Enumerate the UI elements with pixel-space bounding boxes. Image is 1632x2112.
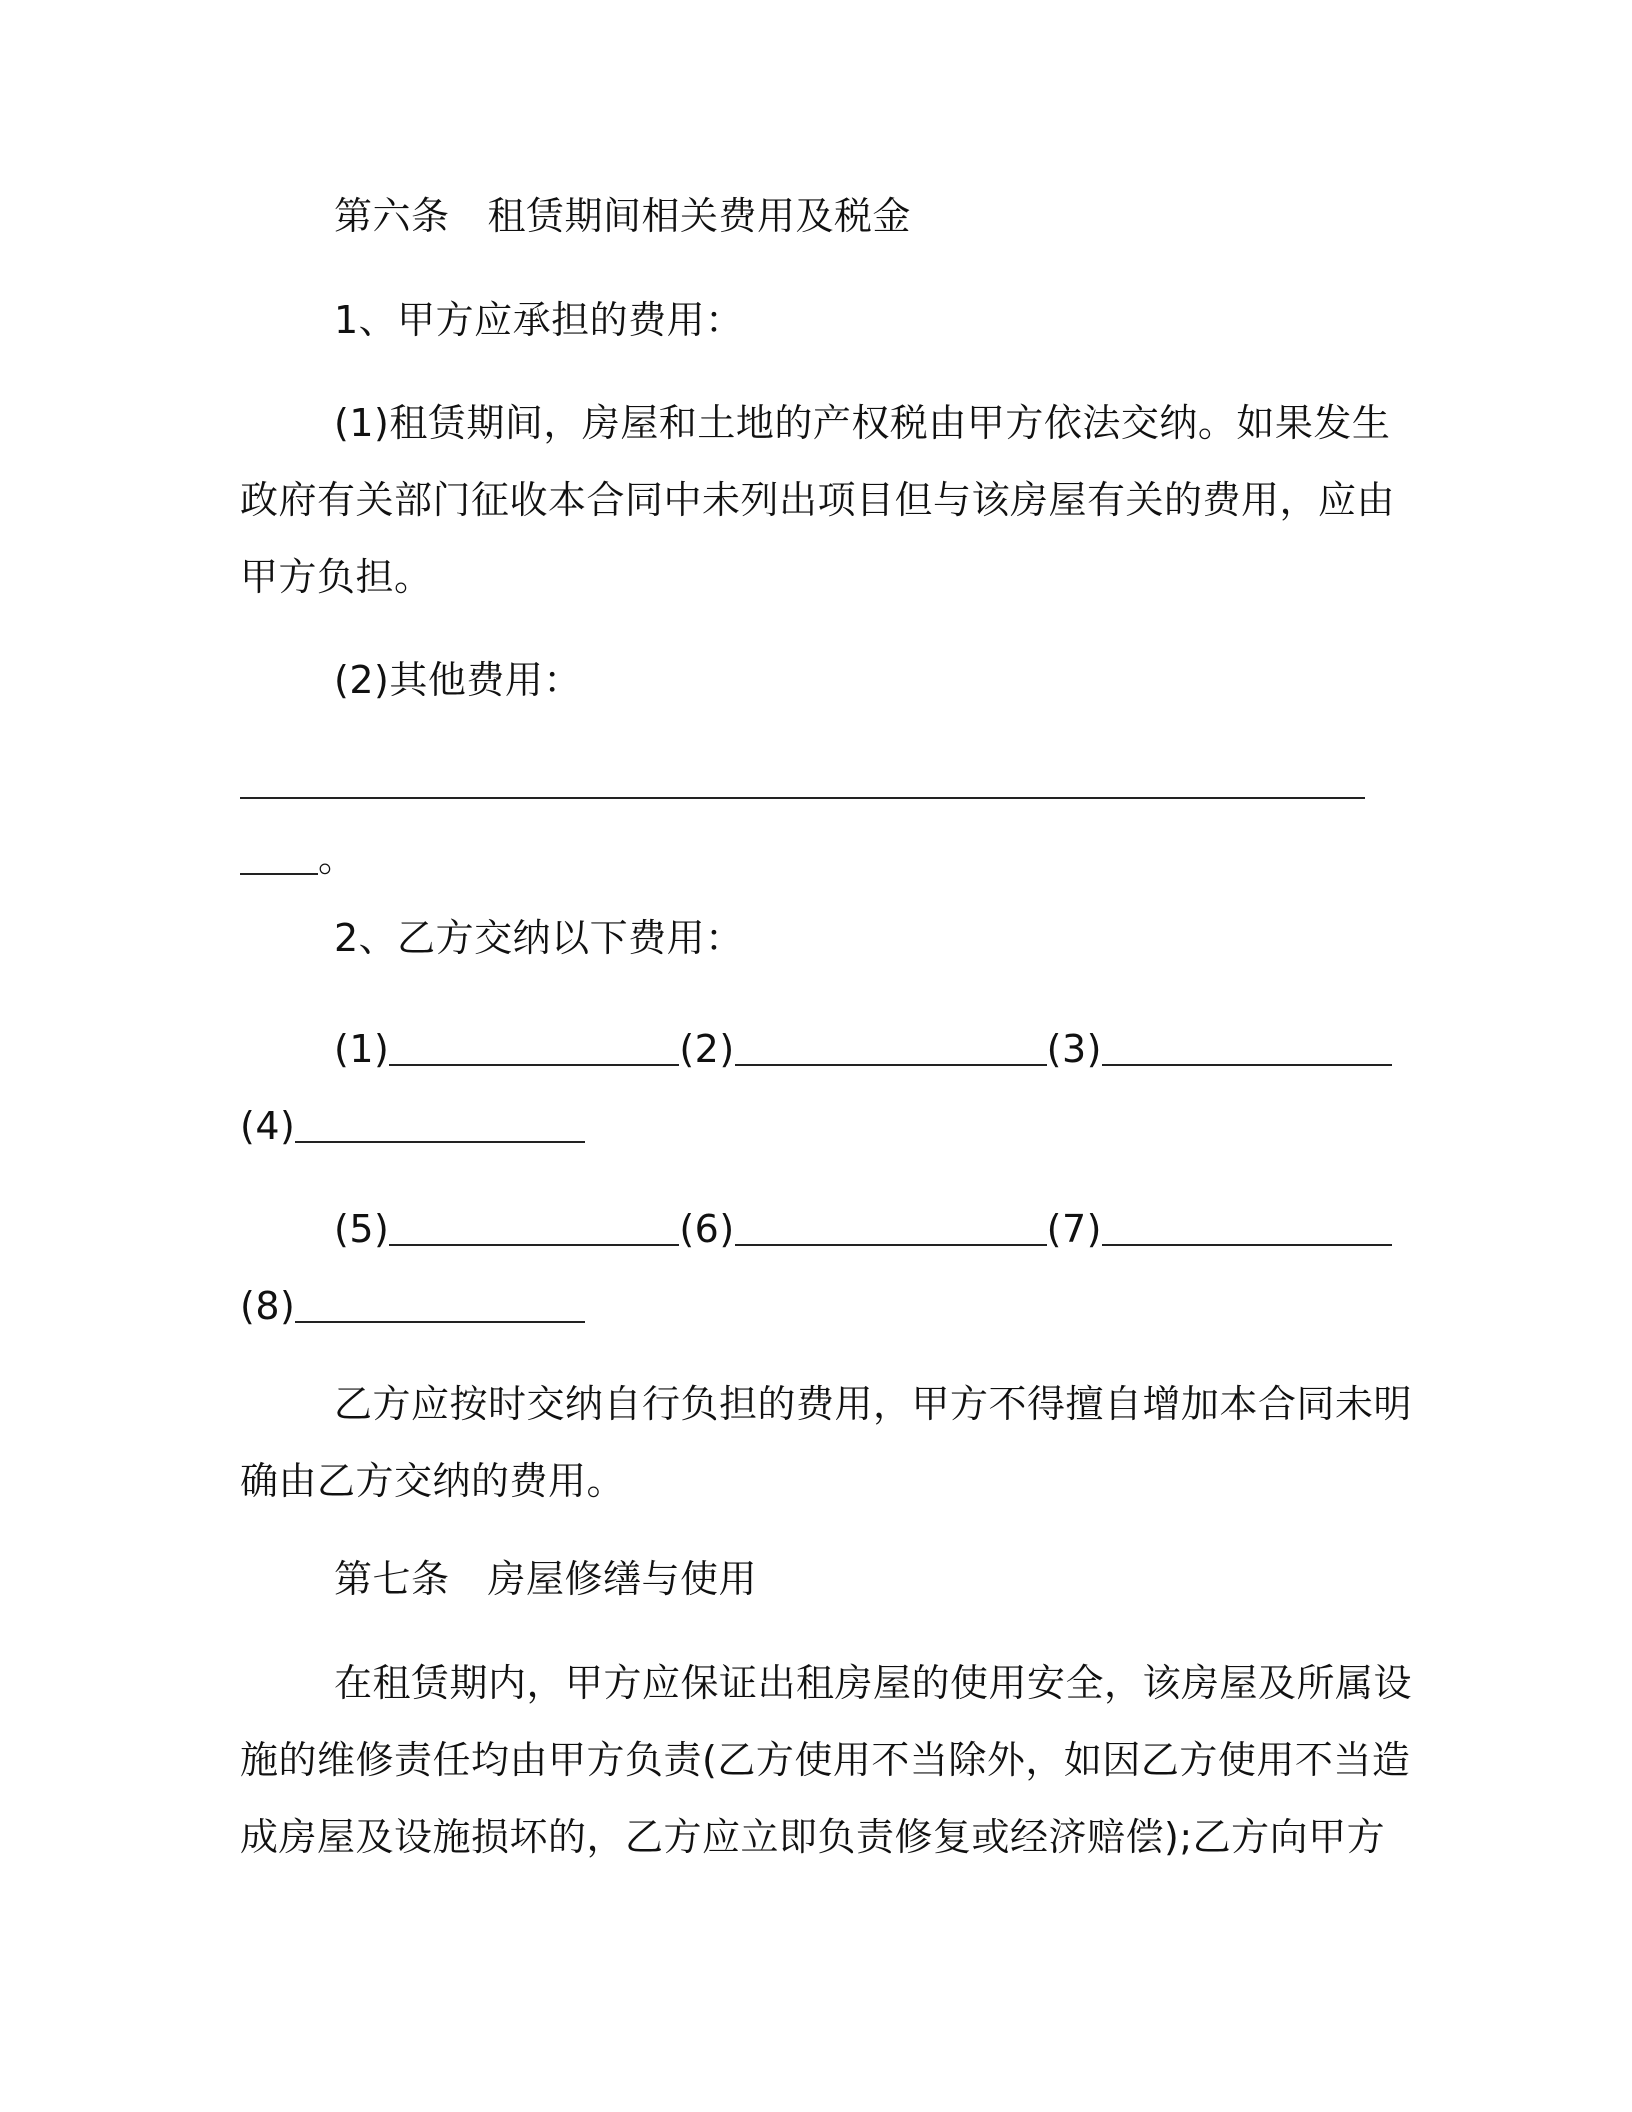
fee-blank-6 <box>735 1210 1047 1246</box>
fee-label-8: (8) <box>240 1284 296 1328</box>
fee-blank-5 <box>389 1210 679 1246</box>
fee-blank-3 <box>1102 1030 1392 1066</box>
period-mark: 。 <box>318 836 357 880</box>
paragraph-1-line-3: 甲方负担。 <box>240 555 433 599</box>
fee-label-3: (3) <box>1046 1027 1102 1071</box>
fee-label-1: (1) <box>334 1027 390 1071</box>
fees-row-1 <box>334 1023 1410 1075</box>
paragraph-1-line-2: 政府有关部门征收本合同中未列出项目但与该房屋有关的费用，应由 <box>240 478 1396 522</box>
paragraph-1-line-1: (1)租赁期间，房屋和土地的产权税由甲方依法交纳。如果发生 <box>334 401 1391 445</box>
fees-row-4 <box>240 1280 1410 1332</box>
article-6-heading <box>334 190 1410 242</box>
article-7-heading <box>334 1553 1410 1605</box>
fee-label-5: (5) <box>334 1207 390 1251</box>
article-7-number: 第七条 <box>334 1557 450 1601</box>
fill-in-blank <box>240 839 318 875</box>
fee-blank-2 <box>735 1030 1047 1066</box>
paragraph-3-line-2: 确由乙方交纳的费用。 <box>240 1459 626 1503</box>
other-fees-blank-line-2 <box>240 832 1410 884</box>
article-7-title: 房屋修缮与使用 <box>487 1557 758 1601</box>
fees-row-3 <box>334 1203 1410 1255</box>
paragraph-3-line-1: 乙方应按时交纳自行负担的费用，甲方不得擅自增加本合同未明 <box>334 1382 1413 1426</box>
article-7-paragraph-line-3: 成房屋及设施损坏的，乙方应立即负责修复或经济赔偿);乙方向甲方 <box>240 1815 1386 1859</box>
paragraph-2-other-fees: (2)其他费用： <box>334 658 582 702</box>
item-2-heading: 2、乙方交纳以下费用： <box>334 916 744 960</box>
fee-blank-4 <box>295 1107 585 1143</box>
fees-row-2 <box>240 1100 1410 1152</box>
fee-label-7: (7) <box>1046 1207 1102 1251</box>
article-6-number: 第六条 <box>334 194 450 238</box>
fee-label-4: (4) <box>240 1104 296 1148</box>
fee-label-6: (6) <box>679 1207 735 1251</box>
other-fees-blank-line-1 <box>240 756 1410 808</box>
fee-blank-8 <box>295 1287 585 1323</box>
item-1-heading: 1、甲方应承担的费用： <box>334 298 744 342</box>
article-6-title: 租赁期间相关费用及税金 <box>487 194 912 238</box>
fee-blank-7 <box>1102 1210 1392 1246</box>
article-7-paragraph-line-2: 施的维修责任均由甲方负责(乙方使用不当除外，如因乙方使用不当造 <box>240 1738 1411 1782</box>
fee-label-2: (2) <box>679 1027 735 1071</box>
fill-in-blank <box>240 763 1365 799</box>
fee-blank-1 <box>389 1030 679 1066</box>
article-7-paragraph-line-1: 在租赁期内，甲方应保证出租房屋的使用安全，该房屋及所属设 <box>334 1661 1413 1705</box>
